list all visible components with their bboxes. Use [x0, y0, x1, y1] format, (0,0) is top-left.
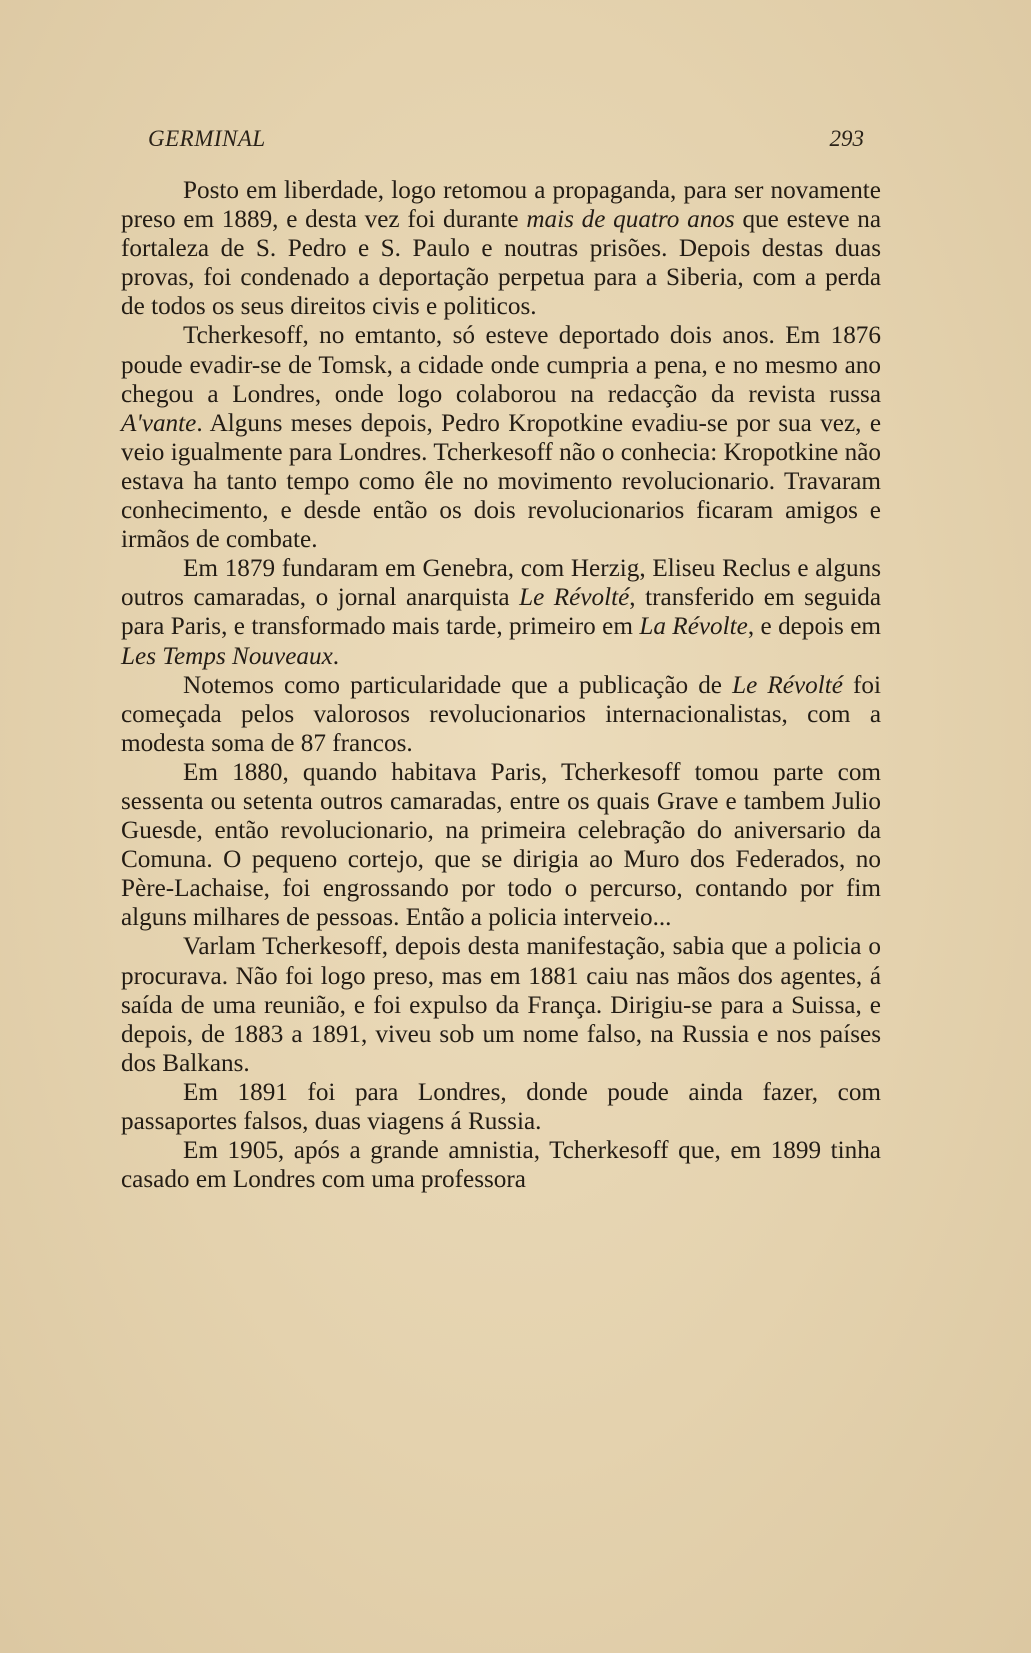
paragraph-text: que esteve na fortaleza de S. Pedro e S. Paulo e noutras prisões. Depois destas duas provas, foi condenado a deportação perpetua para a Siberia, com a perda de todos os seus direitos civis e politicos.: [121, 206, 882, 321]
paragraph-text: Em 1880, quando habitava Paris, Tcherkesoff tomou parte com sessenta ou setenta outros camaradas, entre os quais Grave e tambem Julio Guesde, então revolucionario, na primeira celebração do aniversario da Comuna. O pequeno cortejo, que se dirigia ao Muro dos Federados, no Père-Lachaise, foi engrossando por todo o percurso, contando por fim alguns milhares de pessoas. Então a policia interveio...: [121, 758, 881, 932]
page-header: [148, 126, 864, 160]
paragraph-text: Em 1879 fundaram em Genebra, com Herzig, Eliseu Reclus e alguns outros camaradas, o jornal anarquista: [121, 555, 881, 612]
paragraph: [121, 1136, 881, 1194]
paragraph-text: foi começada pelos valorosos revolucionarios internacionalistas, com a modesta soma de 87 francos.: [121, 671, 882, 757]
paragraph: [121, 758, 881, 933]
paragraph-text: .: [332, 642, 340, 670]
paragraph-text: Em 1891 foi para Londres, donde poude ainda fazer, com passaportes falsos, duas viagens á Russia.: [121, 1078, 881, 1135]
italic-title-text: mais de quatro anos: [526, 206, 735, 234]
paragraph: [121, 671, 881, 758]
paragraph: [121, 321, 881, 554]
paragraph-text: Posto em liberdade, logo retomou a propaganda, para ser novamente preso em 1889, e desta vez foi durante: [121, 177, 881, 234]
paragraph: [121, 554, 881, 670]
paragraph-text: , e depois em: [747, 613, 882, 641]
page-number: 293: [829, 126, 864, 151]
paragraph: [121, 1078, 881, 1136]
paragraph: [121, 176, 881, 321]
italic-title-text: Le Révolté: [732, 671, 843, 699]
paragraph-text: Notemos como particularidade que a publicação de: [183, 671, 733, 699]
paragraph: [121, 932, 881, 1077]
paragraph-text: Em 1905, após a grande amnistia, Tcherkesoff que, em 1899 tinha casado em Londres com uma professora: [121, 1137, 881, 1194]
paragraph-text: , transferido em seguida para Paris, e transformado mais tarde, primeiro em: [121, 584, 882, 641]
paragraph-text: Tcherkesoff, no emtanto, só esteve deportado dois anos. Em 1876 poude evadir-se de Tomsk, a cidade onde cumpria a pena, e no mesmo ano chegou a Londres, onde logo colaborou na redacção da revista russa: [121, 322, 881, 408]
italic-title-text: Le Révolté: [519, 584, 630, 612]
italic-title-text: La Révolte: [639, 613, 748, 641]
running-title: GERMINAL: [148, 126, 266, 151]
paragraph-text: . Alguns meses depois, Pedro Kropotkine evadiu-se por sua vez, e veio igualmente para Londres. Tcherkesoff não o conhecia: Kropotkine não estava ha tanto tempo como êle no movimento revolucionario. Travaram conhecimento, e desde então os dois revolucionarios ficaram amigos e irmãos de combate.: [121, 409, 881, 554]
paragraph-text: Varlam Tcherkesoff, depois desta manifestação, sabia que a policia o procurava. Não foi logo preso, mas em 1881 caiu nas mãos dos agentes, á saída de uma reunião, e foi expulso da França. Dirigiu-se para a Suissa, e depois, de 1883 a 1891, viveu sob um nome falso, na Russia e nos países dos Balkans.: [121, 933, 881, 1077]
italic-title-text: Les Temps Nouveaux: [121, 642, 333, 670]
italic-title-text: A'vante: [121, 409, 197, 437]
body-text: [121, 176, 881, 1194]
